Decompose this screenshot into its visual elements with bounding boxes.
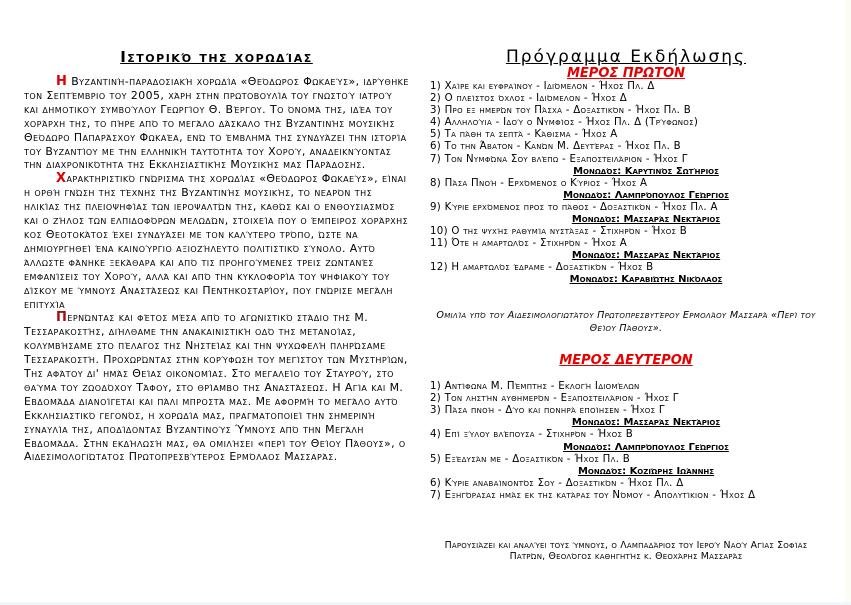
history-section bbox=[24, 48, 409, 464]
program-item: 6) Το την Άβατον - Κανών Μ. Δευτέρας - Ήχος Πλ. Β bbox=[430, 141, 681, 153]
program-item: 5) Τα πάθη τα σεπτά - Κάθισμα - Ήχος Α bbox=[430, 129, 618, 141]
program-item: 3) Πάσα πνοή - Δύο και πονηρά εποίησεν - Ήχος Γ bbox=[430, 405, 665, 417]
paragraph-text: αρακτηριστικό γνώρισμα της χορωδίας «Θεόδωρος Φωκαεύς», είναι η ορθή γνώση της τέχνης της Βυζαντινής μουσικής, το νεαρόν της ηλικίας της πλειοψηφίας των ιεροψαλτών της, καθώς και ο ενθουσιασμός και ο ζήλος των ελπιδοφόρων μελωδών, στοιχεία που ο έμπειρος χοράρχης κος Θεοτοκάτος έχει συνδυάσει με τον καλύτερο τρόπο, ώστε να δημιουργηθεί ένα καινούργιο αξιοζήλευτο πολιτιστικό σύνολο. Αυτό άλλωστε φάνηκε ξεκάθαρα και από τις προηγούμενες τρεις ζωντανές εμφανίσεις του Χορού, αλλά και από την κυκλοφορία του ψηφιακού του δίσκου με ύμνους Αναστάσεως και Πεντηκοσταρίου, που γνώρισε μεγάλη επιτυχία bbox=[24, 172, 409, 311]
homily-note: Ομιλία υπό του Αιδεσιμολογιωτάτου Πρωτοπρεσβυτέρου Ερμολάου Μασσαρά «Περί του Θείου Πάθους». bbox=[436, 310, 816, 334]
soloist-line: Μονωδός: Λαμπρόπουλος Γεώργιος bbox=[563, 189, 729, 201]
program-item: 4) Επί ξύλου βλέπουσα - Στιχηρόν - Ήχος Β bbox=[430, 429, 633, 441]
drop-initial: Π bbox=[56, 310, 68, 326]
presenter-note: Παρουσιάζει και αναλύει τους ύμνους, ο Λαμπαδάριος του Ιερού Ναού Αγίας Σοφίας Πατρών, Θεολόγος καθηγητής κ. Θεοχάρης Μασσαράς bbox=[444, 539, 808, 563]
program-item: 2) Τον ληστήν αυθημερόν - Εξαποστειλάριον - Ήχος Γ bbox=[430, 393, 679, 405]
program-section bbox=[430, 48, 822, 563]
program-item: 5) Εξέδυσάν με - Δοξαστικόν - Ήχος Πλ. Β bbox=[430, 453, 631, 465]
program-item: 1) Χαίρε και ευφραίνου - Ιδιόμελον - Ήχος Πλ. Δ bbox=[430, 81, 655, 92]
program-item: 12) Η αμαρτωλός έδραμε - Δοξαστικόν - Ήχος Β bbox=[430, 262, 654, 274]
program-item: 8) Πάσα Πνοή - Ερχόμενος ο Κύριος - Ήχος Α bbox=[430, 177, 648, 189]
drop-initial: Η bbox=[56, 74, 68, 89]
soloist-line: Μονωδός: Κοζιώρης Ιωάννης bbox=[577, 465, 715, 477]
part-one-list bbox=[430, 81, 822, 286]
history-paragraph-3 bbox=[24, 311, 409, 464]
history-title: Ιστορικό της χορωδίας bbox=[120, 48, 313, 66]
program-item: 4) Αλληλούια - Ιδού ο Νυμφίος - Ήχος Πλ. Δ (Τρύφωνος) bbox=[430, 117, 699, 129]
history-paragraph-1 bbox=[24, 75, 409, 172]
part-two-title: ΜΕΡΟΣ ΔΕΥΤΕΡΟΝ bbox=[559, 353, 693, 369]
page-edge-right bbox=[845, 0, 851, 605]
drop-initial: Χ bbox=[56, 171, 67, 187]
program-item: 1) Αντίφωνα Μ. Πέμπτης - Εκλογή Ιδιομέλων bbox=[430, 381, 640, 393]
program-item: 10) Ο της ψυχής ραθυμία νυστάξας - Στιχηρόν - Ήχος Β bbox=[430, 225, 688, 237]
part-two-list bbox=[430, 381, 822, 502]
program-item: 2) Ο πλείστος όχλος - Ιδιόμελον - Ήχος Δ bbox=[430, 93, 628, 105]
program-item: 3) Προ εξ ημερών του Πάσχα - Δοξαστικόν - Ήχος Πλ. Β bbox=[430, 105, 692, 117]
part-one-title: ΜΕΡΟΣ ΠΡΩΤΟΝ bbox=[566, 66, 686, 81]
soloist-line: Μονωδός: Λαμπρόπουλος Γεώργιος bbox=[563, 441, 729, 453]
soloist-line: Μονωδός: Μασσαράς Νεκτάριος bbox=[571, 417, 721, 429]
program-item: 7) Τον Νυμφώνα Σου βλέπω - Εξαποστειλάριον - Ήχος Γ bbox=[430, 153, 688, 165]
paragraph-text: ερνώντας και φέτος μέσα από το αγωνιστικό στάδιο της Μ. Τεσσαρακοστής, διήλθαμε την ανακαινιστική οδό της μετανοίας, κολυμβήσαμε στο πέλαγος της Νηστείας και την ψυχωφελή πληρώσαμε Τεσσαρακοστή. Προχωρώντας στην κορύφωση του μεγίστου των Μυστηρίων, Της αφάτου δι' ημάς Θείας οικονομίας. Στο μεγαλείο του Σταυρού, στο θαύμα του ζωοδόχου Τάφου, στο θρίαμβο της Αναστάσεως. Η Αγία και Μ. Εβδομάδα διανοίγεται και πάλι μπροστά μας. Με αφορμή το μεγάλο αυτό Εκκλησιαστικό γεγονός, η χορωδία μας, πραγματοποιεί την σημερινή συναυλία της, αποδίδοντας Βυζαντινούς Ύμνους από την Μεγάλη Εβδομάδα. Στην εκδήλωσή μας, θα ομιλήσει «περί του Θείου Πάθους», ο Αιδεσιμολογιώτατος Πρωτοπρεσβύτερος Ερμόλαος Μασσαράς. bbox=[24, 311, 408, 464]
program-item: 7) Εξηγόρασας ημάς εκ της κατάρας του Νόμου - Απολυτίκιον - Ήχος Δ bbox=[430, 489, 756, 501]
soloist-line: Μονωδός: Μασσαράς Νεκτάριος bbox=[571, 213, 721, 225]
soloist-line: Μονωδός: Μασσαράς Νεκτάριος bbox=[571, 250, 721, 262]
soloist-line: Μονωδός: Καραβιώτης Νικόλαος bbox=[569, 274, 723, 286]
history-paragraph-2 bbox=[24, 172, 409, 311]
program-title: Πρόγραμμα Εκδήλωσης bbox=[505, 47, 747, 67]
program-item: 9) Κύριε ερχόμενος προς το πάθος - Δοξαστικόν - Ήχος Πλ. Α bbox=[430, 201, 718, 213]
soloist-line: Μονωδός: Καρυτινός Σωτήριος bbox=[573, 165, 719, 177]
program-item: 11) Ότε η αμαρτωλός - Στιχηρόν - Ήχος Α bbox=[430, 237, 628, 249]
paragraph-text: Βυζαντινή-παραδοσιακή χορωδία «Θεόδωρος Φωκαεύς», ιδρύθηκε τον Σεπτέμβριο του 2005, χάρη στην πρωτοβουλία του γνωστού ιατρού και δημοτικού συμβούλου Γεωργίου Θ. Βέργου. Το όνομά της, ιδέα του χοράρχη της, το πήρε από το μεγάλο δάσκαλο της Βυζαντινής μουσικής Θεόδωρο Παπαράσχου Φωκαέα, ενώ το έμβλημά της συνδυάζει την ιστορία του Βυζαντίου με την ελληνική ταυτότητα του Χορού, αναδεικνύοντας την διαχρονικότητα της Εκκλησιαστικής Μουσικής μας Παράδοσης. bbox=[24, 75, 409, 172]
program-item: 6) Κύριε αναβαίνοντός Σου - Δοξαστικόν - Ήχος Πλ. Δ bbox=[430, 477, 684, 489]
